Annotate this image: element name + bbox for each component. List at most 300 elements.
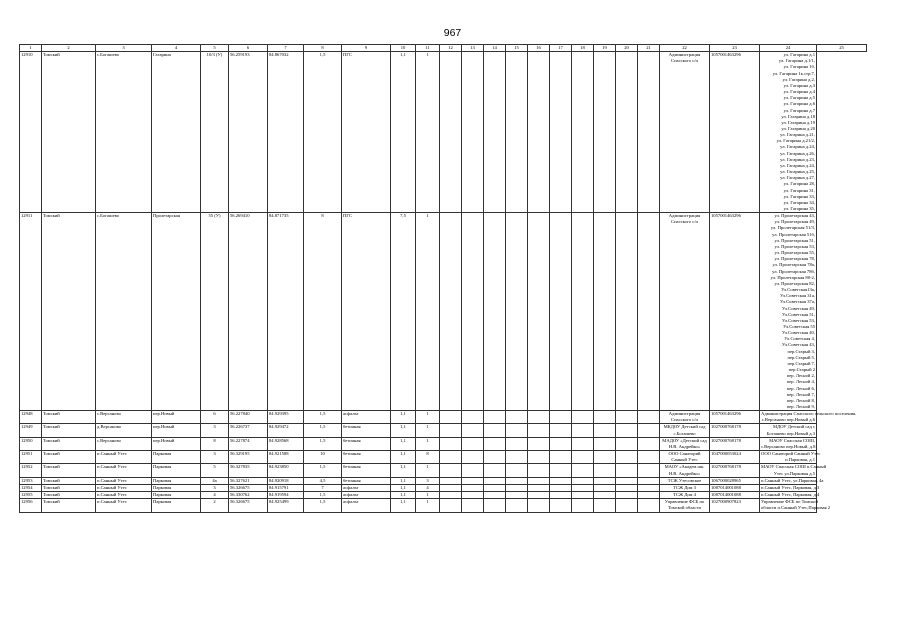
- cell-id: 12950: [20, 437, 42, 450]
- cell-id: 12910: [20, 52, 42, 213]
- empty-cell: [506, 492, 528, 499]
- cell-addresses: [760, 52, 817, 213]
- address-line: пер. Лесной 6,: [786, 385, 815, 391]
- empty-cell: [550, 411, 572, 424]
- address-line: пер. Лесной 9,: [786, 404, 815, 409]
- empty-cell: [594, 492, 616, 499]
- cell-addresses: [760, 492, 820, 499]
- empty-cell: [616, 492, 638, 499]
- cell-inn: 1047000053024: [710, 451, 760, 464]
- address-line: ООО Санаторий Санный Утес: [761, 451, 821, 457]
- cell-area: 8: [304, 213, 342, 411]
- col-num: 12: [440, 45, 462, 52]
- empty-cell: [638, 464, 660, 477]
- address-line: ул. Пролетарская 82,: [774, 280, 815, 286]
- empty-cell: [462, 499, 484, 512]
- empty-cell: [484, 484, 506, 491]
- table-row: [20, 437, 867, 450]
- cell-lat: 56.330762: [229, 492, 268, 499]
- address-line: ул. Гагарина 1к.стр.7,: [772, 70, 815, 76]
- empty-cell: [572, 411, 594, 424]
- address-line: ул. Гагарина д.23,: [780, 156, 815, 162]
- cell-cnt: 1: [416, 464, 440, 477]
- empty-cell: [484, 477, 506, 484]
- col-num: 17: [550, 45, 572, 52]
- address-line: ул. Гагарина д.1/1,: [778, 58, 815, 64]
- empty-cell: [506, 477, 528, 484]
- cell-house: 2: [201, 499, 229, 512]
- empty-cell: [616, 213, 638, 411]
- col-num: 5: [201, 45, 229, 52]
- empty-cell: [638, 213, 660, 411]
- cell-street: Пролетарская: [152, 213, 201, 411]
- empty-cell: [506, 424, 528, 437]
- col-num: 22: [660, 45, 710, 52]
- address-line: Ул.Советская 4,: [784, 336, 815, 342]
- address-line: с.Версаново пер.Новый д.6: [761, 417, 815, 423]
- cell-cnt: 1: [416, 411, 440, 424]
- cell-street: Гагарина: [152, 52, 201, 213]
- empty-cell: [440, 477, 462, 484]
- cell-surface: ПГС: [342, 213, 391, 411]
- address-line: Ул.Советская 49,: [781, 305, 815, 311]
- cell-house: 6: [201, 411, 229, 424]
- cell-id: 12911: [20, 213, 42, 411]
- cell-vol: 1,1: [391, 492, 416, 499]
- empty-cell: [440, 424, 462, 437]
- table-row: [20, 477, 867, 484]
- cell-owner: МКДОУ Детский сад с.Богашево: [660, 424, 710, 437]
- cell-inn: 1057001463296: [710, 411, 760, 424]
- empty-cell: [506, 464, 528, 477]
- col-num: 19: [594, 45, 616, 52]
- cell-addresses: [760, 499, 831, 512]
- cell-area: 1,5: [304, 52, 342, 213]
- cell-inn: 1067000028965: [710, 477, 760, 484]
- cell-settlement: п.Санный Утес: [96, 492, 152, 499]
- empty-cell: [462, 437, 484, 450]
- cell-addresses: [760, 424, 817, 437]
- empty-cell: [462, 52, 484, 213]
- cell-lat: 56.326675: [229, 499, 268, 512]
- cell-house: 3: [201, 451, 229, 464]
- cell-district: Томский: [42, 499, 96, 512]
- empty-cell: [638, 424, 660, 437]
- cell-settlement: с.Версаново: [96, 437, 152, 450]
- empty-cell: [462, 477, 484, 484]
- address-line: ул. Гагарина д.18: [781, 113, 815, 119]
- cell-settlement: с.Богашево: [96, 213, 152, 411]
- empty-cell: [550, 499, 572, 512]
- address-line: ул. Пролетарская 78а,: [772, 262, 815, 268]
- empty-cell: [550, 437, 572, 450]
- address-line: пер. Лесной 2,: [786, 373, 815, 379]
- cell-settlement: п.Санный Утес: [96, 499, 152, 512]
- address-line: ул. Гагарина д.21/2,: [776, 138, 815, 144]
- cell-street: Парковая: [152, 499, 201, 512]
- table-row: [20, 424, 867, 437]
- address-line: МАОУ Спасская СОШ,: [769, 437, 815, 443]
- empty-cell: [528, 451, 550, 464]
- col-num: 4: [152, 45, 201, 52]
- cell-district: Томский: [42, 451, 96, 464]
- cell-lon: 84.867032: [268, 52, 304, 213]
- cell-inn: 1027000768178: [710, 437, 760, 450]
- cell-area: 1,5: [304, 424, 342, 437]
- cell-street: Парковая: [152, 464, 201, 477]
- cell-id: 12954: [20, 484, 42, 491]
- address-line: ул. Пролетарская 55,: [774, 250, 815, 256]
- cell-lon: 84.919594: [268, 492, 304, 499]
- address-line: ул. Гагарина д.24,: [780, 162, 815, 168]
- cell-district: Томский: [42, 411, 96, 424]
- address-line: Управление ФСБ по Томской: [761, 499, 818, 505]
- cell-lat: 56.227840: [229, 411, 268, 424]
- empty-cell: [528, 499, 550, 512]
- empty-cell: [528, 437, 550, 450]
- empty-cell: [550, 451, 572, 464]
- empty-cell: [506, 451, 528, 464]
- cell-surface: асфальт: [342, 411, 391, 424]
- cell-owner: МАОУ «Академ.шк. Н.В. Андрейко»: [660, 464, 710, 477]
- table-row: [20, 213, 867, 411]
- cell-surface: бетонная: [342, 451, 391, 464]
- empty-cell: [462, 411, 484, 424]
- cell-house: 4: [201, 492, 229, 499]
- cell-surface: бетонная: [342, 437, 391, 450]
- cell-lon: 84.928568: [268, 437, 304, 450]
- empty-cell: [550, 484, 572, 491]
- address-line: ул. Гагарина 35,: [783, 206, 815, 211]
- cell-lon: 84.923850: [268, 464, 304, 477]
- address-line: ул. Пролетарская 43,: [774, 213, 815, 219]
- cell-vol: 1,1: [391, 52, 416, 213]
- cell-house: 5: [201, 464, 229, 477]
- address-line: ул. Гагарина 31,: [783, 187, 815, 193]
- column-numbers-row: [20, 45, 867, 52]
- address-line: п.Санный Утес, Парковая, д.3: [761, 484, 820, 490]
- cell-vol: 1,1: [391, 451, 416, 464]
- cell-owner: ТСЖ Дом 4: [660, 492, 710, 499]
- cell-settlement: п.Санный Утес: [96, 477, 152, 484]
- empty-cell: [638, 437, 660, 450]
- empty-cell: [528, 492, 550, 499]
- registry-table: [19, 44, 867, 513]
- col-num: 10: [391, 45, 416, 52]
- cell-cnt: 1: [416, 499, 440, 512]
- col-num: 14: [484, 45, 506, 52]
- empty-cell: [528, 424, 550, 437]
- cell-addresses: [760, 437, 817, 450]
- cell-lat: 56.226737: [229, 424, 268, 437]
- table-row: [20, 492, 867, 499]
- address-line: ул. Гагарина д.27,: [780, 175, 815, 181]
- address-line: Ул.Советская 43,: [781, 342, 815, 348]
- empty-cell: [638, 451, 660, 464]
- cell-street: Парковая: [152, 477, 201, 484]
- address-line: Ул.Советская 37а,: [779, 299, 815, 305]
- empty-cell: [572, 437, 594, 450]
- address-line: ул. Пролетарская 51/3,: [770, 225, 815, 231]
- empty-cell: [506, 499, 528, 512]
- address-line: ул. Гагарина д.25,: [780, 169, 815, 175]
- empty-cell: [572, 424, 594, 437]
- cell-vol: 1,1: [391, 484, 416, 491]
- cell-house: 10/3 (У): [201, 52, 229, 213]
- address-line: п.Парковая, д.1: [785, 457, 815, 463]
- cell-street: пер.Новый: [152, 437, 201, 450]
- empty-cell: [440, 492, 462, 499]
- empty-cell: [572, 499, 594, 512]
- address-line: ул. Гагарина 28,: [783, 181, 815, 187]
- address-line: ул. Пролетарская 80-2,: [770, 274, 815, 280]
- empty-cell: [594, 437, 616, 450]
- cell-owner: ТСЖ Дом 3: [660, 484, 710, 491]
- address-line: пер.Старый 3,: [787, 348, 815, 354]
- cell-house: 8: [201, 437, 229, 450]
- empty-cell: [506, 437, 528, 450]
- empty-cell: [594, 464, 616, 477]
- empty-cell: [616, 464, 638, 477]
- cell-district: Томский: [42, 492, 96, 499]
- empty-cell: [462, 451, 484, 464]
- address-line: Ул.Советская 40,: [781, 330, 815, 336]
- address-line: пер. Лесной 4,: [786, 379, 815, 385]
- address-line: Ул.Советская 31а,: [779, 293, 815, 299]
- address-line: ул. Пролетарская 51,: [774, 237, 815, 243]
- cell-inn: 1057001463296: [710, 213, 760, 411]
- empty-cell: [572, 213, 594, 411]
- cell-area: 10: [304, 451, 342, 464]
- cell-lat: 56.326675: [229, 484, 268, 491]
- address-line: ул. Гагарина д.20: [781, 125, 815, 131]
- address-line: МДОУ Детский сад с: [773, 424, 815, 430]
- cell-owner: ТСЖ Утесовское: [660, 477, 710, 484]
- table-row: [20, 484, 867, 491]
- col-num: 8: [304, 45, 342, 52]
- cell-area: 4,5: [304, 477, 342, 484]
- cell-id: 12951: [20, 451, 42, 464]
- table-row: [20, 52, 867, 213]
- empty-cell: [484, 464, 506, 477]
- empty-cell: [528, 213, 550, 411]
- cell-settlement: д.Версаново: [96, 424, 152, 437]
- table-row: [20, 499, 867, 512]
- cell-owner: Администрация Спасского с/п: [660, 52, 710, 213]
- empty-cell: [638, 52, 660, 213]
- col-num: 13: [462, 45, 484, 52]
- empty-cell: [462, 213, 484, 411]
- empty-cell: [506, 484, 528, 491]
- empty-cell: [528, 484, 550, 491]
- empty-cell: [638, 484, 660, 491]
- empty-cell: [572, 464, 594, 477]
- empty-cell: [594, 499, 616, 512]
- empty-cell: [462, 492, 484, 499]
- address-line: ул. Гагарина д.26,: [780, 150, 815, 156]
- col-num: 2: [42, 45, 96, 52]
- page-number: 967: [443, 27, 462, 39]
- cell-lon: 84.929472: [268, 424, 304, 437]
- address-line: Утес ул.Парковая д.5: [773, 470, 815, 476]
- empty-cell: [484, 451, 506, 464]
- empty-cell: [462, 484, 484, 491]
- cell-lat: 56.269410: [229, 213, 268, 411]
- cell-area: 1,5: [304, 411, 342, 424]
- cell-id: 12953: [20, 477, 42, 484]
- address-line: Богашево пер.Новый д.3: [766, 430, 815, 436]
- empty-cell: [638, 411, 660, 424]
- empty-cell: [594, 213, 616, 411]
- address-line: ул. Гагарина д.2,: [782, 76, 815, 82]
- cell-district: Томский: [42, 437, 96, 450]
- address-line: ул. Пролетарская 78,: [774, 256, 815, 262]
- empty-cell: [616, 499, 638, 512]
- cell-surface: асфальт: [342, 484, 391, 491]
- cell-owner: Администрация Спасского с/п: [660, 213, 710, 411]
- cell-settlement: с.Богашево: [96, 52, 152, 213]
- address-line: ул. Пролетарская 53,: [774, 243, 815, 249]
- cell-street: пер.Новый: [152, 411, 201, 424]
- empty-cell: [484, 424, 506, 437]
- cell-id: 12956: [20, 499, 42, 512]
- cell-addresses: [760, 484, 820, 491]
- cell-district: Томский: [42, 484, 96, 491]
- address-line: Ул.Советская 51,: [781, 311, 815, 317]
- cell-vol: 1,1: [391, 411, 416, 424]
- cell-area: 1,5: [304, 437, 342, 450]
- cell-lon: 84.871735: [268, 213, 304, 411]
- empty-cell: [572, 492, 594, 499]
- cell-surface: асфальт: [342, 499, 391, 512]
- empty-cell: [616, 52, 638, 213]
- address-line: ул. Гагарина 1б,: [783, 64, 815, 70]
- cell-lat: 56.259193: [229, 52, 268, 213]
- cell-cnt: 1: [416, 437, 440, 450]
- empty-cell: [550, 213, 572, 411]
- table-row: [20, 451, 867, 464]
- cell-vol: 1,1: [391, 464, 416, 477]
- empty-cell: [616, 411, 638, 424]
- cell-cnt: 8: [416, 451, 440, 464]
- cell-cnt: 1: [416, 52, 440, 213]
- address-line: ул. Гагарина 34,: [783, 199, 815, 205]
- col-num: 25: [817, 45, 867, 52]
- empty-cell: [440, 464, 462, 477]
- empty-cell: [594, 52, 616, 213]
- cell-cnt: 4: [416, 484, 440, 491]
- empty-cell: [572, 52, 594, 213]
- empty-cell: [550, 424, 572, 437]
- cell-addresses: [760, 451, 821, 464]
- cell-street: Парковая: [152, 451, 201, 464]
- cell-street: пер.Новый: [152, 424, 201, 437]
- col-num: 3: [96, 45, 152, 52]
- empty-cell: [506, 213, 528, 411]
- empty-cell: [528, 52, 550, 213]
- empty-cell: [550, 464, 572, 477]
- cell-addresses: [760, 411, 857, 424]
- cell-settlement: п.Санный Утес: [96, 464, 152, 477]
- cell-street: Парковая: [152, 484, 201, 491]
- cell-surface: бетонная: [342, 424, 391, 437]
- cell-surface: бетонная: [342, 464, 391, 477]
- col-num: 16: [528, 45, 550, 52]
- address-line: Ул.Советская13а,: [781, 287, 815, 293]
- address-line: ул. Гагарина д.5: [783, 95, 815, 101]
- empty-cell: [550, 492, 572, 499]
- empty-cell: [440, 484, 462, 491]
- empty-cell: [550, 52, 572, 213]
- col-num: 7: [268, 45, 304, 52]
- cell-lat: 56.329195: [229, 451, 268, 464]
- cell-id: 12955: [20, 492, 42, 499]
- cell-district: Томский: [42, 464, 96, 477]
- address-line: ул. Гагарина 33,: [783, 193, 815, 199]
- empty-cell: [638, 499, 660, 512]
- empty-cell: [594, 451, 616, 464]
- empty-cell: [440, 451, 462, 464]
- empty-cell: [594, 424, 616, 437]
- cell-district: Томский: [42, 52, 96, 213]
- table-row: [20, 411, 867, 424]
- col-num: 21: [638, 45, 660, 52]
- col-num: 24: [760, 45, 817, 52]
- cell-id: 12949: [20, 424, 42, 437]
- cell-lon: 84.915791: [268, 484, 304, 491]
- cell-house: 4а: [201, 477, 229, 484]
- address-line: ул. Гагарина д.24,: [780, 144, 815, 150]
- empty-cell: [616, 484, 638, 491]
- col-num: 11: [416, 45, 440, 52]
- address-line: пер.Старый 2: [788, 367, 815, 373]
- empty-cell: [484, 52, 506, 213]
- cell-vol: 1,1: [391, 477, 416, 484]
- cell-vol: 7,5: [391, 213, 416, 411]
- empty-cell: [550, 477, 572, 484]
- empty-cell: [572, 451, 594, 464]
- address-line: пер.Старый 5,: [787, 354, 815, 360]
- address-line: п.Санный Утес, Парковая, д.4: [761, 492, 820, 498]
- cell-lon: 84.929395: [268, 411, 304, 424]
- cell-vol: 1,1: [391, 437, 416, 450]
- empty-cell: [462, 464, 484, 477]
- address-line: ул. Гагарина д.3: [783, 82, 815, 88]
- cell-addresses: [760, 464, 827, 477]
- empty-cell: [594, 411, 616, 424]
- address-line: ул. Пролетарская 51б,: [772, 231, 815, 237]
- address-line: пер. Лесной 7,: [786, 391, 815, 397]
- cell-cnt: 1: [416, 213, 440, 411]
- empty-cell: [528, 477, 550, 484]
- address-line: п.Санный Утес, ул.Парковая, 4а: [761, 477, 824, 483]
- cell-settlement: с.Версаново: [96, 411, 152, 424]
- table-row: [20, 464, 867, 477]
- empty-cell: [572, 484, 594, 491]
- cell-lon: 84.921588: [268, 451, 304, 464]
- cell-cnt: 1: [416, 424, 440, 437]
- cell-inn: 1027000907823: [710, 499, 760, 512]
- empty-cell: [616, 424, 638, 437]
- empty-cell: [440, 52, 462, 213]
- cell-area: 7: [304, 484, 342, 491]
- address-line: ул. Гагарина д.7: [783, 107, 815, 113]
- empty-cell: [506, 52, 528, 213]
- empty-cell: [616, 477, 638, 484]
- cell-house: 55 (У): [201, 213, 229, 411]
- empty-cell: [616, 451, 638, 464]
- empty-cell: [616, 437, 638, 450]
